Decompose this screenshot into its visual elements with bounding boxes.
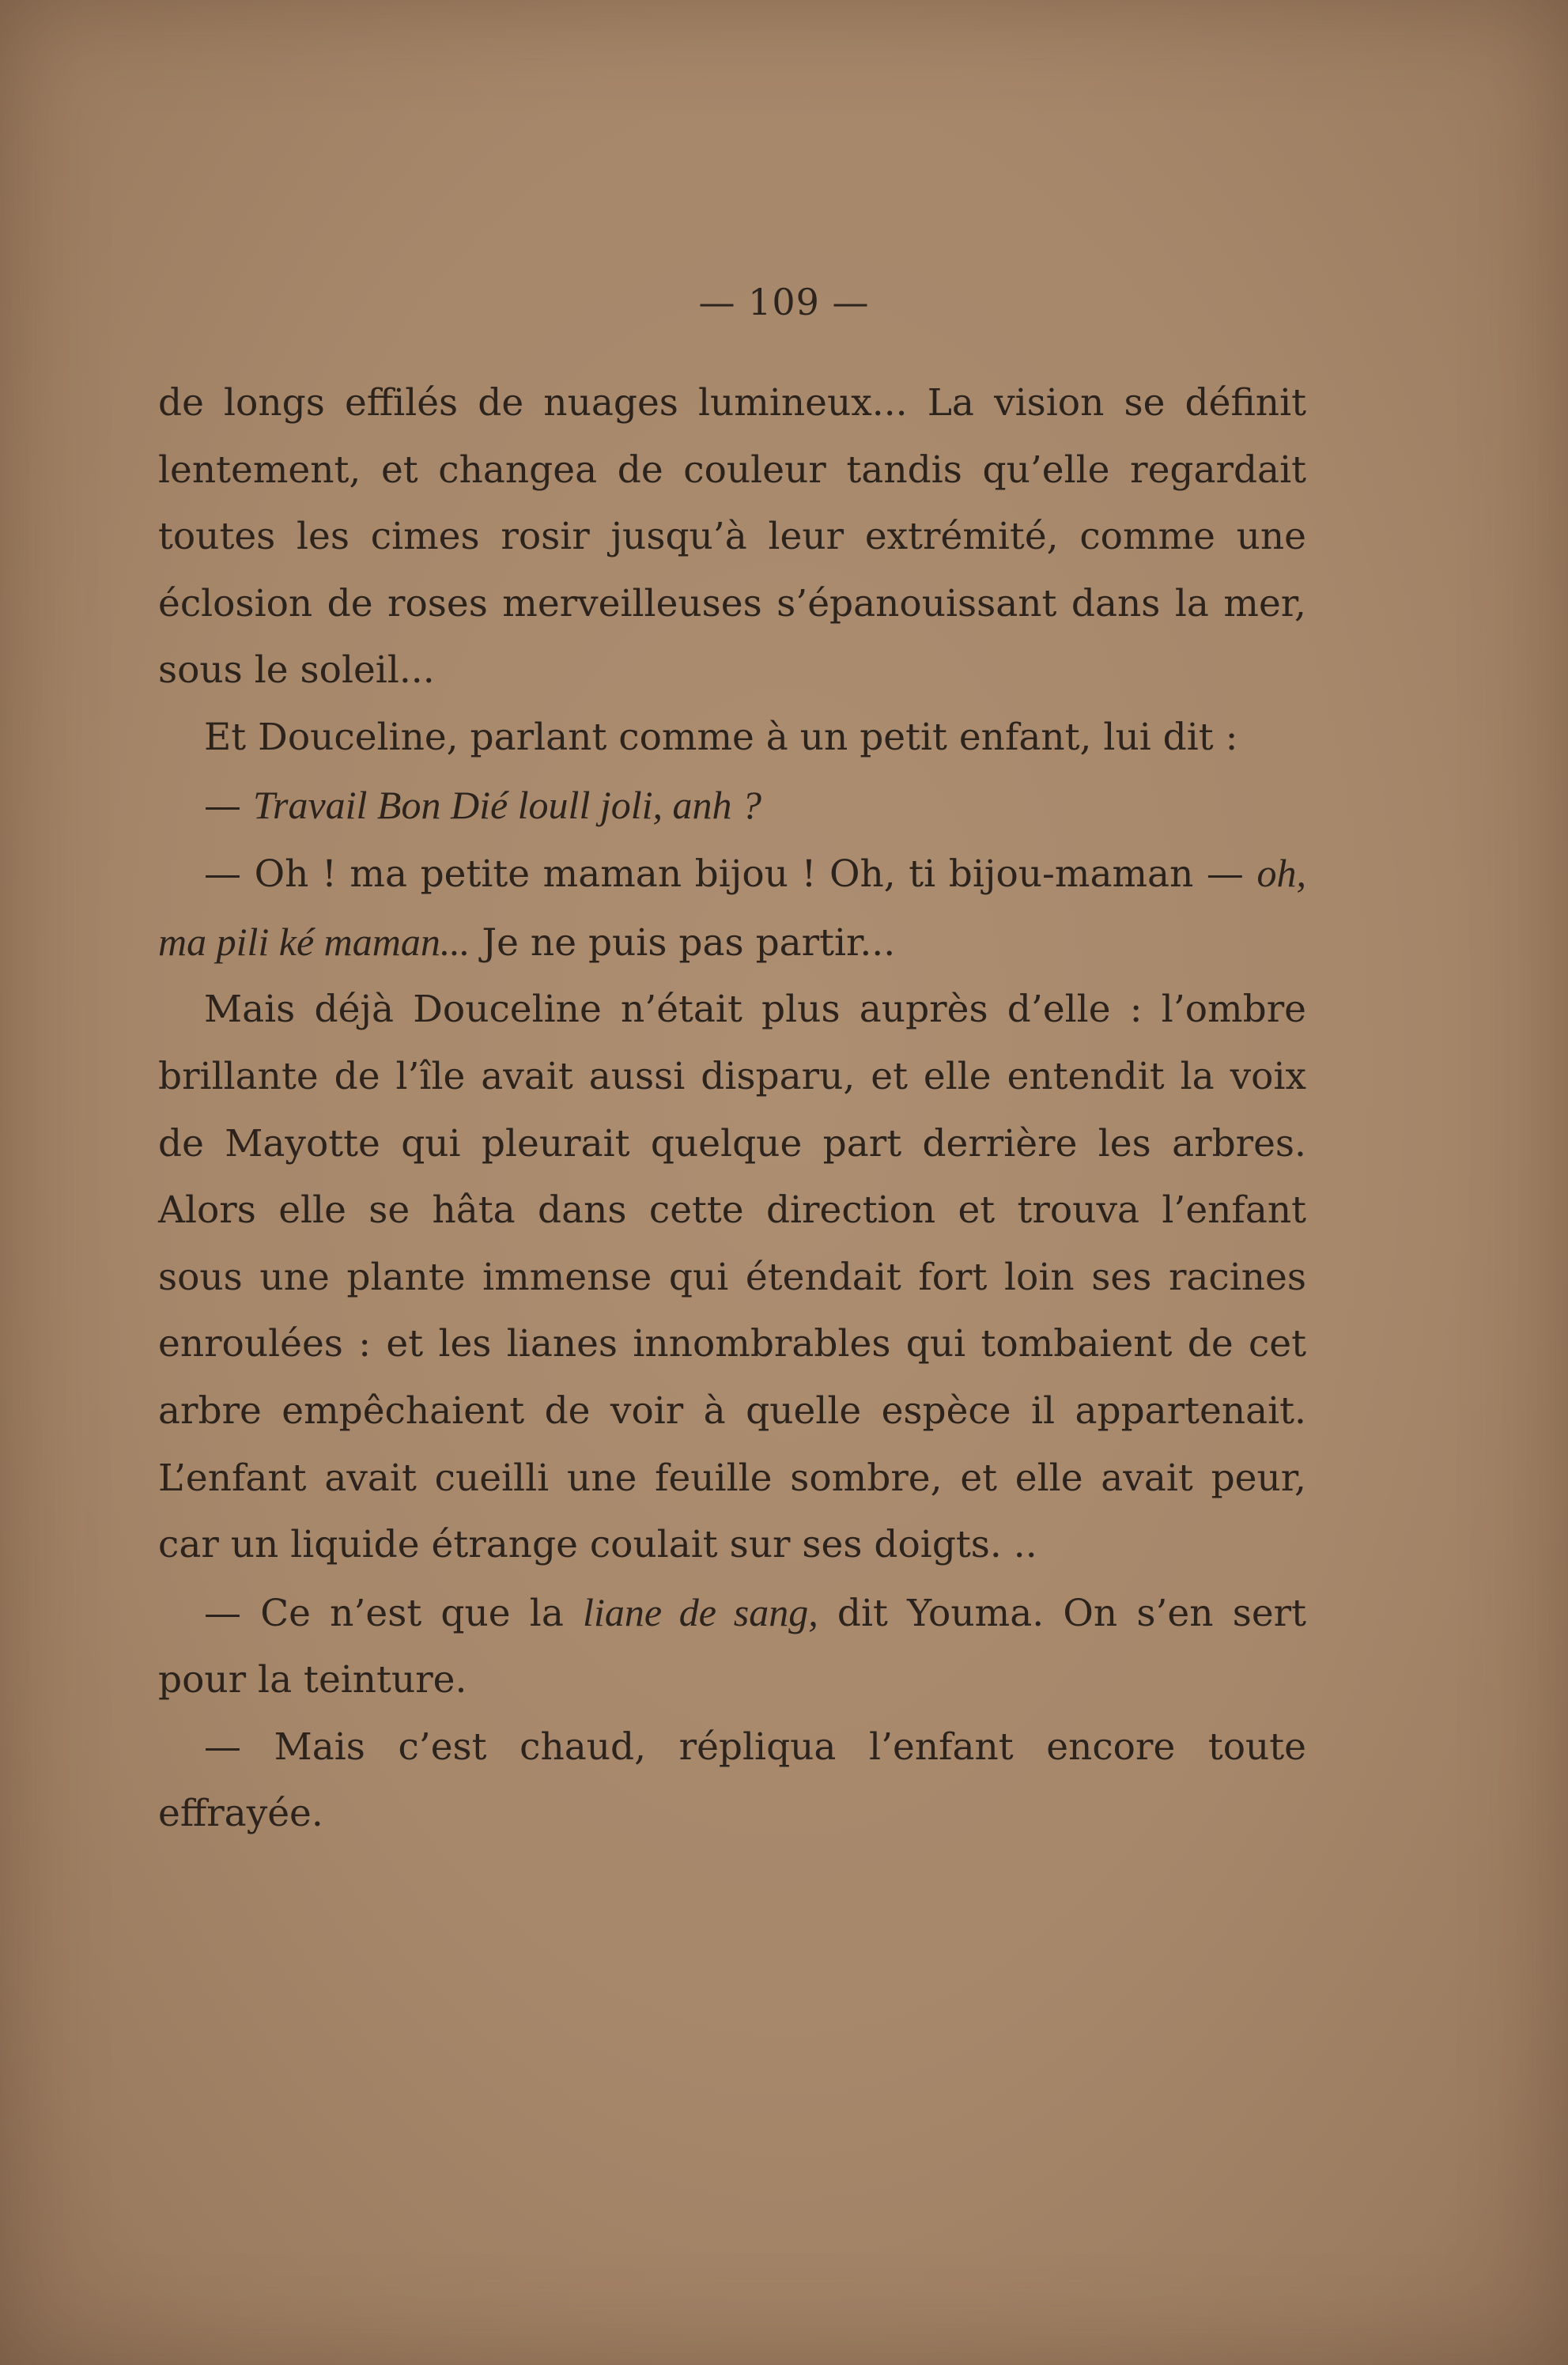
dialogue-line [158, 840, 1306, 977]
text-run: — [204, 784, 253, 828]
paragraph [158, 977, 1306, 1578]
text-run: Et Douceline, parlant comme à un petit enfant, lui dit : [204, 715, 1238, 759]
dialogue-line [158, 1714, 1306, 1848]
text-run: de longs effilés de nuages lumineux... La vision se définit lentement, et changea de couleur tandis qu’elle regardait toutes les cimes rosir jusqu’à leur extrémité, comme une éclosion de roses merveilleuses s’épanouissant dans la mer, sous le soleil... [158, 381, 1306, 693]
italic-text-run: oh, ma pili ké maman... [158, 851, 1306, 964]
text-run: Mais déjà Douceline n’était plus auprès d’elle : l’ombre brillante de l’île avait aussi disparu, et elle entendit la voix de Mayotte qui pleurait quelque part derrière les arbres. Alors elle se hâta dans cette direction et trouva l’enfant sous une plante immense qui étendait fort loin ses racines enroulées : et les lianes innombrables qui tombaient de cet arbre empêchaient de voir à quelle espèce il appartenait. L’enfant avait cueilli une feuille sombre, et elle avait peur, car un liquide étrange coulait sur ses doigts. .. [158, 988, 1306, 1567]
text-run: Je ne puis pas partir... [470, 920, 896, 965]
paragraph [158, 370, 1306, 705]
dialogue-line [158, 1579, 1306, 1714]
text-run: dit Youma. On s’en sert pour la teinture. [158, 1591, 1306, 1702]
body-text [158, 370, 1306, 1848]
dialogue-line [158, 772, 1306, 841]
page-number: — 109 — [698, 281, 870, 323]
text-run: — Mais c’est chaud, répliqua l’enfant encore toute effrayée. [158, 1725, 1306, 1836]
text-run: — Ce n’est que la [204, 1591, 584, 1635]
italic-text-run: Travail Bon Dié loull joli, anh ? [252, 782, 762, 827]
paragraph [158, 705, 1306, 772]
italic-text-run: liane de sang, [583, 1589, 818, 1634]
text-run: — Oh ! ma petite maman bijou ! Oh, ti bijou-maman — [204, 852, 1257, 897]
